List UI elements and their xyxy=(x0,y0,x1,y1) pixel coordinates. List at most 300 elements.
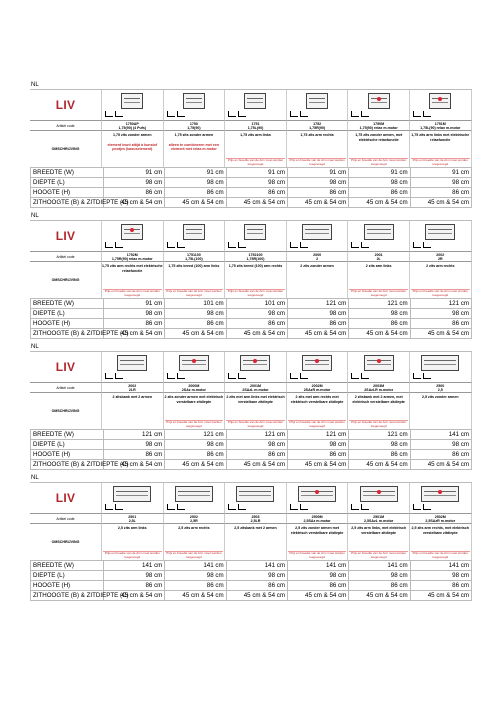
article-number: 1752 xyxy=(313,122,322,126)
dimension-value: 98 cm xyxy=(165,178,226,188)
arm-price-note: Prijs en breedte van de Arm moet worden toegevoegd xyxy=(412,289,468,297)
dimension-value: 121 cm xyxy=(349,299,410,309)
dimension-value: 86 cm xyxy=(349,581,410,591)
article-code xyxy=(348,382,410,393)
product-drawing xyxy=(164,352,226,382)
table-row xyxy=(31,178,472,188)
sofa-icon xyxy=(425,224,455,240)
article-name: 2,5SAzL m.motor xyxy=(364,519,394,524)
dimension-value: 121 cm xyxy=(410,299,471,309)
dimension-value: 121 cm xyxy=(349,430,410,440)
article-number: 2501M xyxy=(373,515,385,519)
article-number: 1750AP xyxy=(125,122,139,126)
product-description xyxy=(348,131,410,167)
article-number: 1752M xyxy=(126,253,138,257)
sofa-icon xyxy=(302,224,332,240)
article-name: 1,75R(90) relax m.motor xyxy=(111,257,153,262)
sofa-icon xyxy=(240,355,270,371)
table-row xyxy=(31,450,472,460)
product-description xyxy=(410,393,472,429)
spec-sheet xyxy=(30,82,472,601)
dimension-value: 91 cm xyxy=(349,168,410,178)
product-description xyxy=(287,131,349,167)
dimensions-table xyxy=(30,560,472,601)
product-drawing xyxy=(287,483,349,513)
dimension-label: HOOGTE (H) xyxy=(31,188,104,198)
dimension-value: 121 cm xyxy=(287,430,348,440)
description-text: 2 zits arm rechts xyxy=(426,264,455,268)
product-drawing xyxy=(410,352,472,382)
article-code xyxy=(164,120,226,131)
arm-price-note: Prijs en breedte van de Arm moet worden toegevoegd xyxy=(351,420,407,428)
article-number: 2500M xyxy=(311,515,323,519)
product-description xyxy=(287,524,349,560)
description-text: 1,75 zits zonder armen, met elektrische relaxfunctie xyxy=(355,133,403,142)
dimension-label: ZITHOOGTE (B) & ZITDIEPTE (C) xyxy=(31,329,104,339)
article-code xyxy=(287,251,349,262)
arm-price-note: Prijs en breedte van de Arm moet worden toegevoegd xyxy=(104,551,160,559)
product-description xyxy=(348,524,410,560)
sofa-icon xyxy=(368,93,390,109)
article-number: 2003M xyxy=(373,384,385,388)
product-section xyxy=(30,344,472,475)
sofa-icon xyxy=(244,93,266,109)
dimension-axes-icon xyxy=(167,111,187,118)
description-text: 1,75 zits arm links met elektrische relaxfunctie xyxy=(411,133,470,142)
dimension-axes-icon xyxy=(413,504,433,511)
description-text: 2,5 zits arm links xyxy=(117,526,147,530)
dimension-label: ZITHOOGTE (B) & ZITDIEPTE (C) xyxy=(31,198,104,208)
dimension-axes-icon xyxy=(290,111,310,118)
product-description xyxy=(287,393,349,429)
article-number: 2500 xyxy=(436,384,445,388)
product-drawing xyxy=(410,221,472,251)
dimension-value: 45 cm & 54 cm xyxy=(349,329,410,339)
sofa-icon xyxy=(121,224,143,240)
dimension-value: 141 cm xyxy=(104,561,165,571)
dimension-label: DIEPTE (L) xyxy=(31,309,104,319)
dimension-label: BREEDTE (W) xyxy=(31,561,104,571)
dimension-value: 98 cm xyxy=(349,440,410,450)
dimension-value: 86 cm xyxy=(104,581,165,591)
dimension-value: 45 cm & 54 cm xyxy=(287,198,348,208)
motor-indicator-icon xyxy=(377,97,381,101)
dimension-value: 86 cm xyxy=(349,188,410,198)
product-description xyxy=(348,262,410,298)
dimension-value: 98 cm xyxy=(104,178,165,188)
product-grid xyxy=(30,90,472,167)
description-text: 2,5 zits arm rechts, met elektrisch verstelbare zitdiepte xyxy=(411,526,470,535)
dimension-value: 98 cm xyxy=(410,309,471,319)
arm-price-note: Prijs en breedte van de Arm moet worden toegevoegd xyxy=(104,289,160,297)
article-code xyxy=(410,382,472,393)
sofa-icon xyxy=(179,355,209,371)
motor-indicator-icon xyxy=(377,490,381,494)
article-number: 1752100 xyxy=(248,253,263,257)
article-name: 1,75L(90) xyxy=(247,126,264,131)
dimension-value: 91 cm xyxy=(410,168,471,178)
table-row xyxy=(31,309,472,319)
product-description xyxy=(164,262,226,298)
product-description xyxy=(164,393,226,429)
product-description xyxy=(225,393,287,429)
dimension-value: 91 cm xyxy=(104,168,165,178)
dimension-value: 98 cm xyxy=(349,309,410,319)
brand-logo: LIV xyxy=(30,352,102,382)
article-code xyxy=(410,513,472,524)
arm-price-note: Prijs en breedte van de Arm moet worden toegevoegd xyxy=(289,420,345,428)
dimension-value: 86 cm xyxy=(410,188,471,198)
dimension-label: DIEPTE (L) xyxy=(31,178,104,188)
product-drawing xyxy=(410,90,472,120)
dimension-value: 141 cm xyxy=(349,561,410,571)
dimension-value: 98 cm xyxy=(226,309,287,319)
product-drawing xyxy=(164,221,226,251)
brand-logo: LIV xyxy=(30,483,102,513)
product-section xyxy=(30,82,472,213)
product-drawing xyxy=(287,221,349,251)
article-name: 2L xyxy=(376,257,381,262)
arm-price-note: Prijs en breedte van de Arm moet worden toegevoegd xyxy=(351,551,407,559)
article-name: 2,5LR xyxy=(250,519,261,524)
sofa-icon xyxy=(113,486,151,502)
product-description xyxy=(102,262,164,298)
dimension-value: 86 cm xyxy=(349,319,410,329)
dimension-value: 91 cm xyxy=(287,168,348,178)
dimension-value: 98 cm xyxy=(287,178,348,188)
dimension-value: 86 cm xyxy=(410,319,471,329)
description-text: 1,75 zits breed (100) arm links xyxy=(168,264,220,268)
sofa-icon xyxy=(306,93,328,109)
dimension-axes-icon xyxy=(413,111,433,118)
dimension-label: BREEDTE (W) xyxy=(31,299,104,309)
sofa-icon xyxy=(364,224,394,240)
dimension-value: 86 cm xyxy=(165,319,226,329)
dimension-value: 91 cm xyxy=(165,168,226,178)
article-code-label: Artikel code xyxy=(30,120,102,131)
description-label: OMSCHRIJVING xyxy=(30,524,102,560)
article-name: 2,5SAzR m.motor xyxy=(425,519,456,524)
dimension-value: 45 cm & 54 cm xyxy=(349,460,410,470)
dimension-label: HOOGTE (H) xyxy=(31,319,104,329)
article-number: 1751100 xyxy=(186,253,201,257)
table-row xyxy=(31,198,472,208)
motor-indicator-icon xyxy=(377,359,381,363)
product-description xyxy=(287,262,349,298)
brand-logo: LIV xyxy=(30,221,102,251)
article-number: 2002 xyxy=(436,253,445,257)
arm-price-note: Prijs en breedte van de Arm moet worden toegevoegd xyxy=(227,289,284,297)
dimension-value: 98 cm xyxy=(104,440,165,450)
description-label: OMSCHRIJVING xyxy=(30,262,102,298)
dimension-value: 121 cm xyxy=(226,430,287,440)
dimension-value: 98 cm xyxy=(165,309,226,319)
sofa-icon xyxy=(364,355,394,371)
dimensions-table xyxy=(30,167,472,208)
description-text: 2,5 zits zonder armen xyxy=(421,395,459,399)
dimension-value: 141 cm xyxy=(165,561,226,571)
dimension-axes-icon xyxy=(413,242,433,249)
dimension-value: 86 cm xyxy=(104,188,165,198)
sofa-icon xyxy=(117,355,147,371)
arm-price-note: Prijs en breedte van de Arm moet worden toegevoegd xyxy=(412,158,468,166)
article-code xyxy=(102,120,164,131)
dimension-value: 141 cm xyxy=(287,561,348,571)
dimension-value: 86 cm xyxy=(104,319,165,329)
arm-price-note: Prijs en breedte van de Arm moet worden toegevoegd xyxy=(227,420,284,428)
dimension-value: 86 cm xyxy=(226,450,287,460)
dimension-axes-icon xyxy=(290,504,310,511)
product-section xyxy=(30,213,472,344)
product-drawing xyxy=(102,352,164,382)
product-drawing xyxy=(287,352,349,382)
dimension-value: 86 cm xyxy=(226,319,287,329)
dimension-value: 98 cm xyxy=(410,178,471,188)
article-name: 1,75(90) (4 Pufs) xyxy=(118,126,147,131)
dimension-axes-icon xyxy=(228,504,248,511)
product-drawing xyxy=(348,483,410,513)
sofa-icon xyxy=(421,355,459,371)
dimension-value: 86 cm xyxy=(165,188,226,198)
dimension-axes-icon xyxy=(351,111,371,118)
article-code xyxy=(102,513,164,524)
article-code xyxy=(225,120,287,131)
table-row xyxy=(31,571,472,581)
dimension-value: 98 cm xyxy=(287,571,348,581)
product-drawing xyxy=(225,221,287,251)
dimension-axes-icon xyxy=(351,373,371,380)
dimension-value: 45 cm & 54 cm xyxy=(226,329,287,339)
article-number: 1751M xyxy=(434,122,446,126)
dimension-label: ZITHOOGTE (B) & ZITDIEPTE (C) xyxy=(31,591,104,601)
table-row xyxy=(31,329,472,339)
article-name: 2SAzLR m.motor xyxy=(364,388,394,393)
description-warning: alleen te combineren met een element met relax.m.motor xyxy=(168,142,220,152)
dimension-value: 45 cm & 54 cm xyxy=(104,198,165,208)
product-drawing xyxy=(164,483,226,513)
article-number: 2000 xyxy=(313,253,322,257)
article-code xyxy=(287,120,349,131)
dimension-value: 121 cm xyxy=(165,430,226,440)
dimension-value: 45 cm & 54 cm xyxy=(410,329,471,339)
description-text: 1,75 zits zonder armen xyxy=(174,133,214,137)
sofa-icon xyxy=(302,355,332,371)
product-description xyxy=(164,524,226,560)
table-row xyxy=(31,168,472,178)
article-code xyxy=(348,251,410,262)
sofa-icon xyxy=(360,486,398,502)
dimension-axes-icon xyxy=(105,373,125,380)
product-description xyxy=(410,524,472,560)
article-name: 2SAzL m.motor xyxy=(242,388,269,393)
dimension-label: ZITHOOGTE (B) & ZITDIEPTE (C) xyxy=(31,460,104,470)
article-number: 2501 xyxy=(128,515,137,519)
dimension-value: 98 cm xyxy=(287,309,348,319)
arm-price-note: Prijs en breedte van de Arm moet worden toegevoegd xyxy=(289,158,345,166)
article-number: 1750M xyxy=(373,122,385,126)
dimension-value: 121 cm xyxy=(104,430,165,440)
article-code xyxy=(164,251,226,262)
dimension-label: HOOGTE (H) xyxy=(31,581,104,591)
article-code xyxy=(410,251,472,262)
product-description xyxy=(348,393,410,429)
brand-logo: LIV xyxy=(30,90,102,120)
article-code-label: Artikel code xyxy=(30,251,102,262)
dimension-value: 98 cm xyxy=(104,571,165,581)
product-section xyxy=(30,475,472,601)
dimension-value: 98 cm xyxy=(349,571,410,581)
sofa-icon xyxy=(298,486,336,502)
article-number: 2002M xyxy=(311,384,323,388)
table-row xyxy=(31,440,472,450)
description-text: 2,5 zitsbank met 2 armen xyxy=(234,526,277,530)
description-text: 2,5 zits zonder armen met elektrisch verstelbare zitdiepte xyxy=(290,526,344,535)
dimension-axes-icon xyxy=(228,111,248,118)
product-drawing xyxy=(102,483,164,513)
article-name: 1,75L(90) relax m.motor xyxy=(420,126,461,131)
description-text: 2 zitsbank met 2 armen xyxy=(112,395,153,399)
dimension-value: 141 cm xyxy=(226,561,287,571)
article-name: 2,5R xyxy=(190,519,198,524)
product-drawing xyxy=(225,90,287,120)
dimension-axes-icon xyxy=(167,242,187,249)
article-code xyxy=(225,382,287,393)
dimension-value: 86 cm xyxy=(287,188,348,198)
description-text: 2,5 zits arm rechts xyxy=(178,526,210,530)
dimension-value: 86 cm xyxy=(226,581,287,591)
product-drawing xyxy=(410,483,472,513)
dimension-value: 98 cm xyxy=(410,571,471,581)
article-code xyxy=(410,120,472,131)
dimension-value: 45 cm & 54 cm xyxy=(410,198,471,208)
dimension-axes-icon xyxy=(105,111,125,118)
dimension-value: 45 cm & 54 cm xyxy=(287,460,348,470)
product-drawing xyxy=(102,221,164,251)
dimension-value: 98 cm xyxy=(226,178,287,188)
dimension-axes-icon xyxy=(105,504,125,511)
table-row xyxy=(31,319,472,329)
product-description xyxy=(225,524,287,560)
article-name: 2R xyxy=(437,257,443,262)
article-code-label: Artikel code xyxy=(30,513,102,524)
article-code xyxy=(164,382,226,393)
description-text: 2,5 zits arm links, met elektrisch verstelbare zitdiepte xyxy=(351,526,407,535)
dimension-value: 86 cm xyxy=(165,581,226,591)
dimension-value: 45 cm & 54 cm xyxy=(165,591,226,601)
dimension-value: 45 cm & 54 cm xyxy=(349,591,410,601)
dimension-value: 45 cm & 54 cm xyxy=(104,329,165,339)
dimension-value: 98 cm xyxy=(226,440,287,450)
dimension-value: 141 cm xyxy=(410,561,471,571)
dimension-value: 101 cm xyxy=(165,299,226,309)
language-label: NL xyxy=(30,82,472,90)
article-number: 2000M xyxy=(188,384,200,388)
article-name: 1,75R(100) xyxy=(246,257,265,262)
dimension-value: 98 cm xyxy=(410,440,471,450)
article-name: 2,5L xyxy=(128,519,136,524)
dimension-value: 45 cm & 54 cm xyxy=(165,460,226,470)
description-text: 2 zits met arm rechts met elektrisch verstelbare zitdiepte xyxy=(290,395,344,404)
description-label: OMSCHRIJVING xyxy=(30,393,102,429)
sofa-icon xyxy=(121,93,143,109)
sofa-icon xyxy=(236,486,274,502)
arm-price-note: Prijs en breedte van de Arm moet worden toegevoegd xyxy=(351,158,407,166)
table-row xyxy=(31,188,472,198)
sofa-icon xyxy=(244,224,266,240)
product-description xyxy=(102,524,164,560)
arm-price-note: Prijs en breedte van de Arm moet worden toegevoegd xyxy=(289,551,345,559)
description-text: 2 zitsbank met 2 armen, met elektrisch verstelbare zitdiepte xyxy=(352,395,405,404)
sofa-icon xyxy=(429,93,451,109)
dimension-value: 45 cm & 54 cm xyxy=(104,460,165,470)
dimension-value: 45 cm & 54 cm xyxy=(226,591,287,601)
dimension-value: 86 cm xyxy=(104,450,165,460)
product-description xyxy=(225,131,287,167)
dimension-axes-icon xyxy=(167,373,187,380)
dimension-value: 86 cm xyxy=(287,319,348,329)
article-number: 2001 xyxy=(374,253,383,257)
dimension-value: 86 cm xyxy=(410,581,471,591)
article-code xyxy=(225,251,287,262)
article-name: 1,75L(100) xyxy=(185,257,203,262)
article-code xyxy=(102,382,164,393)
dimension-value: 45 cm & 54 cm xyxy=(104,591,165,601)
dimension-value: 121 cm xyxy=(287,299,348,309)
article-number: 2001M xyxy=(249,384,261,388)
dimension-value: 98 cm xyxy=(165,571,226,581)
product-grid xyxy=(30,221,472,298)
dimension-value: 141 cm xyxy=(410,430,471,440)
product-grid xyxy=(30,483,472,560)
dimension-label: BREEDTE (W) xyxy=(31,430,104,440)
dimension-value: 91 cm xyxy=(104,299,165,309)
dimension-value: 98 cm xyxy=(226,571,287,581)
description-text: 1,75 zits zonder armen xyxy=(113,133,152,137)
dimension-label: BREEDTE (W) xyxy=(31,168,104,178)
description-text: 1,75 zits arm rechts met elektrische relaxfunctie xyxy=(102,264,163,273)
description-label: OMSCHRIJVING xyxy=(30,131,102,167)
dimension-label: DIEPTE (L) xyxy=(31,571,104,581)
product-drawing xyxy=(348,221,410,251)
article-name: 2,5SAz m.motor xyxy=(303,519,331,524)
article-code xyxy=(348,513,410,524)
article-number: 2503 xyxy=(251,515,260,519)
product-drawing xyxy=(348,90,410,120)
dimension-value: 45 cm & 54 cm xyxy=(410,460,471,470)
dimension-value: 45 cm & 54 cm xyxy=(410,591,471,601)
article-number: 2502 xyxy=(189,515,198,519)
product-description xyxy=(102,131,164,167)
article-name: 2,5 xyxy=(437,388,443,393)
dimension-value: 98 cm xyxy=(287,440,348,450)
article-code xyxy=(287,382,349,393)
article-code-label: Artikel code xyxy=(30,382,102,393)
dimension-value: 86 cm xyxy=(410,450,471,460)
description-text: 2 zits zonder armen xyxy=(300,264,334,268)
article-name: 2SAzR m.motor xyxy=(303,388,331,393)
motor-indicator-icon xyxy=(192,359,196,363)
dimension-value: 101 cm xyxy=(226,299,287,309)
dimension-value: 45 cm & 54 cm xyxy=(349,198,410,208)
product-grid xyxy=(30,352,472,429)
sofa-icon xyxy=(421,486,459,502)
article-code xyxy=(287,513,349,524)
dimension-label: DIEPTE (L) xyxy=(31,440,104,450)
dimension-axes-icon xyxy=(228,373,248,380)
dimension-axes-icon xyxy=(105,242,125,249)
dimension-value: 86 cm xyxy=(226,188,287,198)
product-description xyxy=(102,393,164,429)
